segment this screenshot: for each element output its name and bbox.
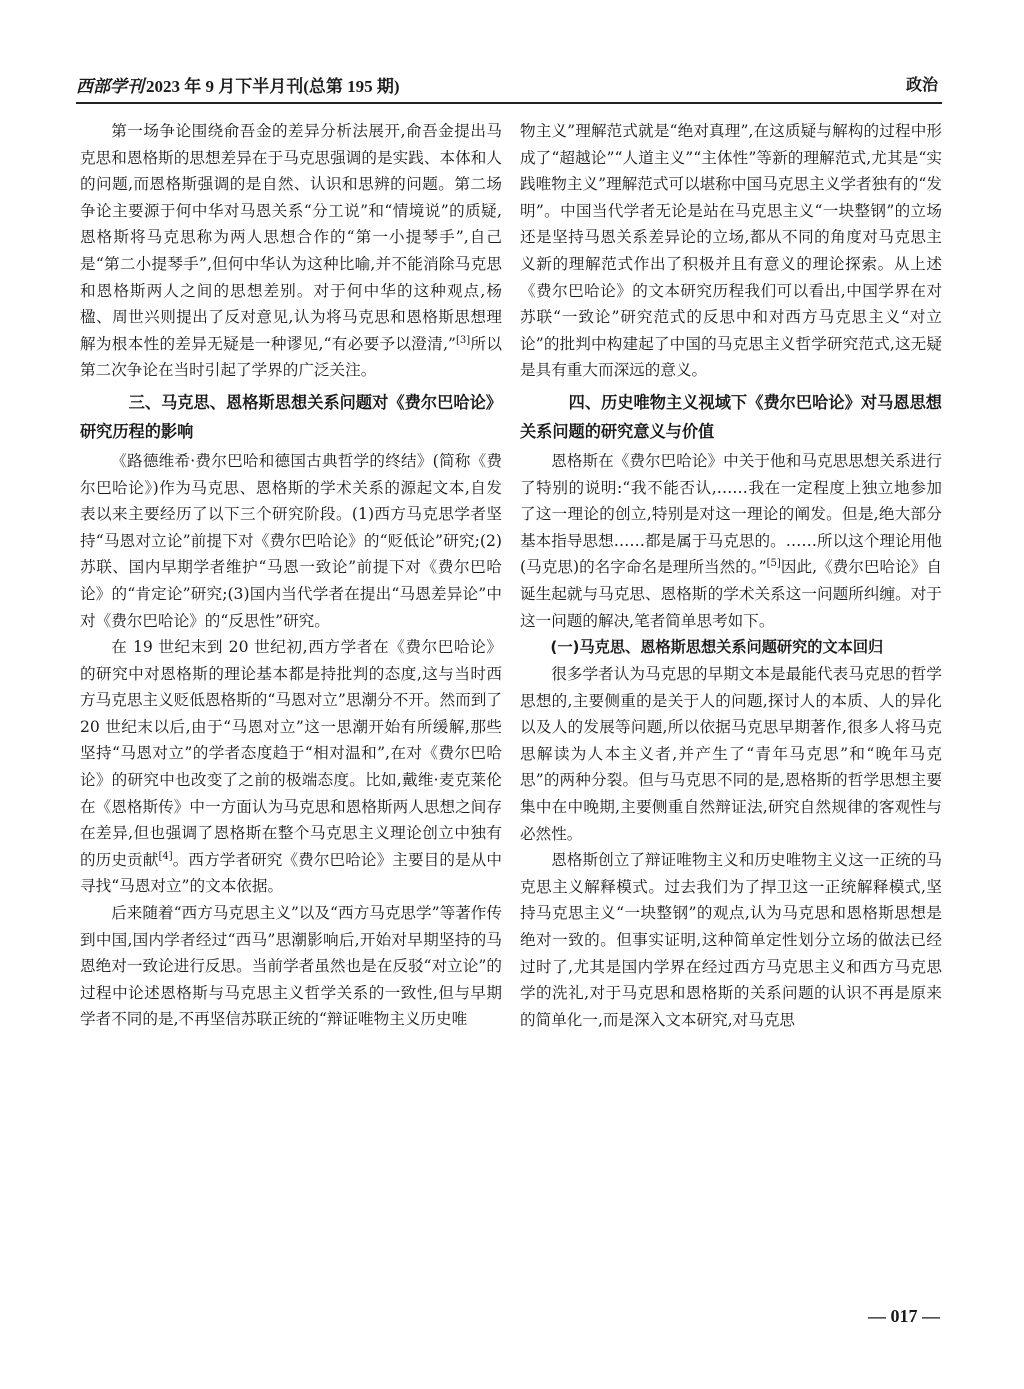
page-number: — 017 — xyxy=(868,1306,940,1326)
subsection-heading: (一)马克思、恩格斯思想关系问题研究的文本回归 xyxy=(550,638,884,657)
issue-label: 2023 年 9 月下半月刊(总第 195 期) xyxy=(146,77,400,96)
citation-ref: [4] xyxy=(158,850,173,862)
paragraph: 《路德维希·费尔巴哈和德国古典哲学的终结》(简称《费尔巴哈论》)作为马克思、恩格斯的学术关系的源起文本,自发表以来主要经历了以下三个研究阶段。(1)西方马克思学者坚持“马恩对立论”前提下对《费尔巴哈论》的“贬低论”研究;(2)苏联、国内早期学者维护“马恩一致论”前提下对《费尔巴哈论》的“肯定论”研究;(3)国内当代学者在提出“马恩差异论”中对《费尔巴哈论》的“反思性”研究。 xyxy=(80,451,502,630)
section-label: 政治 xyxy=(905,75,938,94)
paragraph: 在 19 世纪末到 20 世纪初,西方学者在《费尔巴哈论》的研究中对恩格斯的理论基本都是持批判的态度,这与当时西方马克思主义贬低恩格斯的“马恩对立”思潮分不开。然而到了 20 世纪末以后,由于“马恩对立”这一思潮开始有所缓解,那些坚持“马恩对立”的学者态度趋于“相对温和”,在对《费尔巴哈论》的研究中也改变了之前的极端态度。比如,戴维·麦克莱伦在《恩格斯传》中一方面认为马克思和恩格斯两人思想之间存在差异,但也强调了恩格斯在整个马克思主义理论创立中独有的历史贡献[4]。西方学者研究《费尔巴哈论》主要目的是从中寻找“马恩对立”的文本依据。 xyxy=(80,638,502,896)
journal-issue-line xyxy=(76,72,400,97)
citation-ref: [5] xyxy=(766,558,781,570)
journal-logo: 西部学刊 xyxy=(76,77,144,97)
citation-ref: [3] xyxy=(456,334,471,346)
paragraph: 物主义”理解范式就是“绝对真理”,在这质疑与解构的过程中形成了“超越论”“人道主义”“主体性”等新的理解范式,尤其是“实践唯物主义”理解范式可以堪称中国马克思主义学者独有的“发明”。中国当代学者无论是站在马克思主义“一块整钢”的立场还是坚持马恩关系差异论的立场,都从不同的角度对马克思主义新的理解范式作出了积极并且有意义的理论探索。从上述《费尔巴哈论》的文本研究历程我们可以看出,中国学界在对苏联“一致论”研究范式的反思中和对西方马克思主义“对立论”的批判中构建起了中国的马克思主义哲学研究范式,这无疑是具有重大而深远的意义。 xyxy=(520,122,942,380)
paragraph: 恩格斯在《费尔巴哈论》中关于他和马克思思想关系进行了特别的说明:“我不能否认,……我在一定程度上独立地参加了这一理论的创立,特别是对这一理论的阐发。但是,绝大部分基本指导思想……都是属于马克思的。……所以这个理论用他(马克思)的名字命名是理所当然的。”[5]因此,《费尔巴哈论》自诞生起就与马克思、恩格斯的学术关系这一问题所纠缠。对于这一问题的解决,笔者简单思考如下。 xyxy=(520,451,942,630)
paragraph: 恩格斯创立了辩证唯物主义和历史唯物主义这一正统的马克思主义解释模式。过去我们为了捍卫这一正统解释模式,坚持马克思主义“一块整钢”的观点,认为马克思和恩格斯思想是绝对一致的。但事实证明,这种简单定性划分立场的做法已经过时了,尤其是国内学界在经过西方马克思主义和西方马克思学的洗礼,对于马克思和恩格斯的关系问题的认识不再是原来的简单化一,而是深入文本研究,对马克思 xyxy=(520,851,942,1029)
section-heading-4: 四、历史唯物主义视域下《费尔巴哈论》对马恩思想关系问题的研究意义与价值 xyxy=(520,392,942,441)
running-header xyxy=(76,72,942,100)
header-rule xyxy=(76,102,942,104)
section-heading-3: 三、马克思、恩格斯思想关系问题对《费尔巴哈论》研究历程的影响 xyxy=(80,392,502,441)
paragraph: 第一场争论围绕俞吾金的差异分析法展开,俞吾金提出马克思和恩格斯的思想差异在于马克思强调的是实践、本体和人的问题,而恩格斯强调的是自然、认识和思辨的问题。第二场争论主要源于何中华对马恩关系“分工说”和“情境说”的质疑,恩格斯将马克思称为两人思想合作的“第一小提琴手”,自己是“第二小提琴手”,但何中华认为这种比喻,并不能消除马克思和恩格斯两人之间的思想差别。对于何中华的这种观点,杨楹、周世兴则提出了反对意见,认为将马克思和恩格斯思想理解为根本性的差异无疑是一种谬见,“有必要予以澄清,”[3]所以第二次争论在当时引起了学界的广泛关注。 xyxy=(80,122,502,380)
left-column xyxy=(80,118,502,1033)
paragraph: 很多学者认为马克思的早期文本是最能代表马克思的哲学思想的,主要侧重的是关于人的问题,探讨人的本质、人的异化以及人的发展等问题,所以依据马克思早期著作,很多人将马克思解读为人本主义者,并产生了“青年马克思”和“晚年马克思”的两种分裂。但与马克思不同的是,恩格斯的哲学思想主要集中在中晚期,主要侧重自然辩证法,研究自然规律的客观性与必然性。 xyxy=(520,665,942,843)
paragraph: 后来随着“西方马克思主义”以及“西方马克思学”等著作传到中国,国内学者经过“西马”思潮影响后,开始对早期坚持的马恩绝对一致论进行反思。当前学者虽然也是在反驳“对立论”的过程中论述恩格斯与马克思主义哲学关系的一致性,但与早期学者不同的是,不再坚信苏联正统的“辩证唯物主义历史唯 xyxy=(80,904,502,1029)
right-column xyxy=(520,118,942,1033)
